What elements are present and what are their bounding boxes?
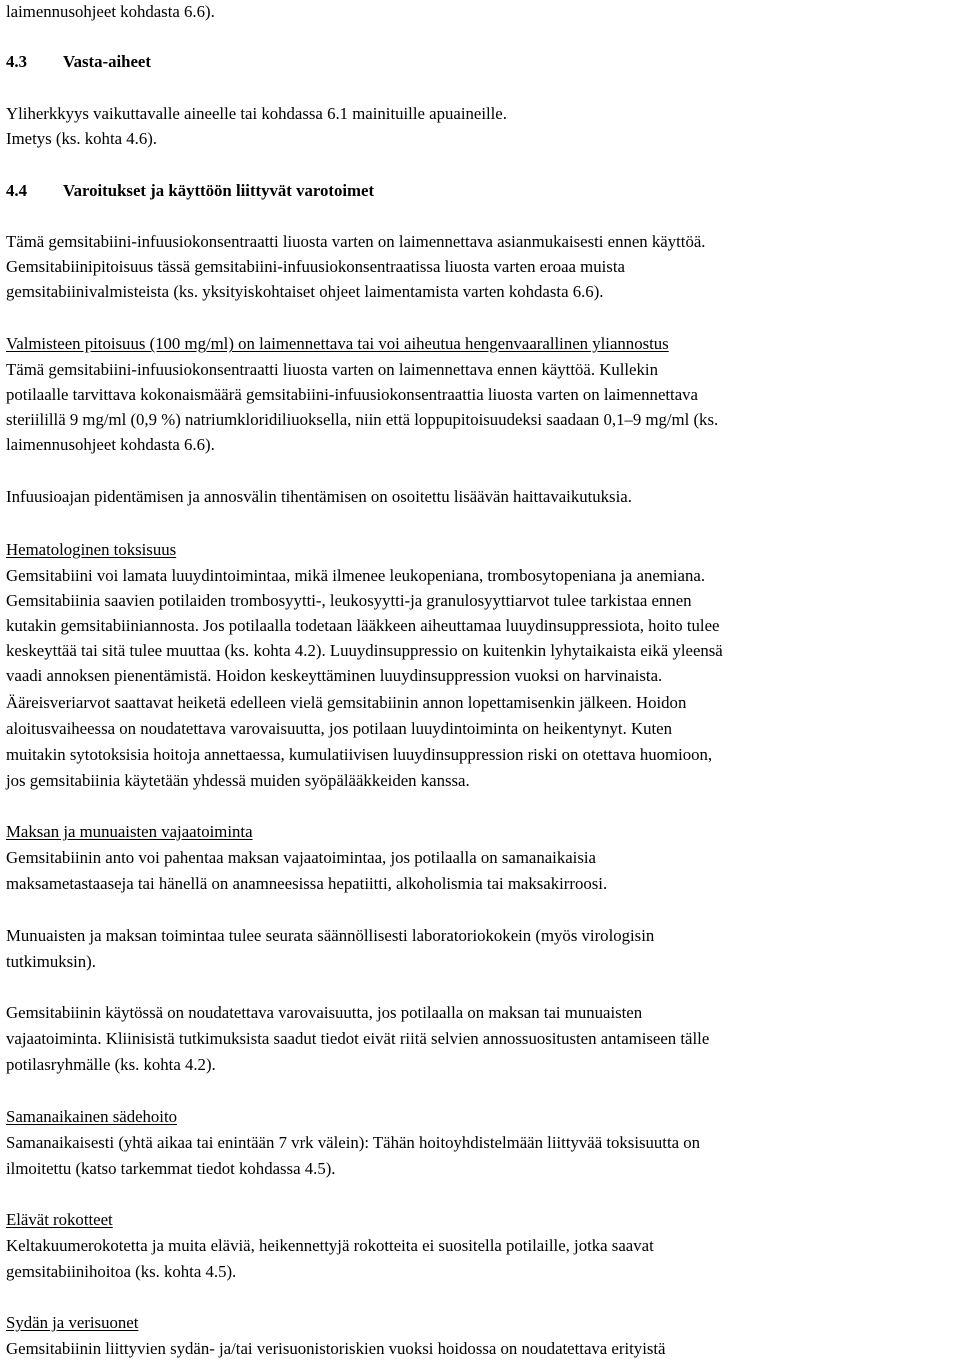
subheading-cardiovascular: Sydän ja verisuonet	[6, 1313, 139, 1332]
text-line: Yliherkkyys vaikuttavalle aineelle tai kohdassa 6.1 mainituille apuaineille.	[6, 104, 507, 123]
text-line: aloitusvaiheessa on noudatettava varovaisuutta, jos potilaan luuydintoiminta on heikentynyt. Kuten	[6, 719, 672, 738]
text-line: tutkimuksin).	[6, 952, 96, 971]
text-line: laimennusohjeet kohdasta 6.6).	[6, 2, 215, 21]
subheading-radiotherapy: Samanaikainen sädehoito	[6, 1107, 178, 1126]
section-heading-4-4	[6, 181, 374, 201]
text-line: Gemsitabiinipitoisuus tässä gemsitabiini-infuusiokonsentraatissa liuosta varten eroaa muista	[6, 257, 625, 276]
section-title: Vasta-aiheet	[63, 52, 151, 71]
text-line: potilasryhmälle (ks. kohta 4.2).	[6, 1055, 216, 1074]
text-line: Gemsitabiinin käytössä on noudatettava varovaisuutta, jos potilaalla on maksan tai munuaisten	[6, 1003, 643, 1022]
text-line: Infuusioajan pidentämisen ja annosvälin tihentämisen on osoitettu lisäävän haittavaikutuksia.	[6, 487, 632, 506]
text-line: potilaalle tarvittava kokonaismäärä gemsitabiini-infuusiokonsentraattia liuosta varten on laimennettava	[6, 385, 699, 404]
text-line: Imetys (ks. kohta 4.6).	[6, 129, 158, 148]
subheading-liver-kidney: Maksan ja munuaisten vajaatoiminta	[6, 822, 253, 841]
text-line: jos gemsitabiinia käytetään yhdessä muiden syöpälääkkeiden kanssa.	[6, 771, 470, 790]
text-line: laimennusohjeet kohdasta 6.6).	[6, 435, 215, 454]
section-number: 4.4	[6, 181, 27, 200]
warning-underlined-line: Valmisteen pitoisuus (100 mg/ml) on laimennettava tai voi aiheutua hengenvaarallinen yliannostus	[6, 334, 669, 353]
text-line: steriilillä 9 mg/ml (0,9 %) natriumkloridiliuoksella, niin että loppupitoisuudeksi saadaan 0,1–9 mg/ml (ks.	[6, 410, 719, 429]
text-line: Gemsitabiinia saavien potilaiden trombosyytti-, leukosyytti-ja granulosyyttiarvot tulee tarkistaa ennen	[6, 591, 692, 610]
text-line: Gemsitabiini voi lamata luuydintoimintaa, mikä ilmenee leukopeniana, trombosytopeniana ja anemiana.	[6, 566, 706, 585]
section-number: 4.3	[6, 52, 27, 71]
text-line: Tämä gemsitabiini-infuusiokonsentraatti liuosta varten on laimennettava asianmukaisesti ennen käyttöä.	[6, 232, 706, 251]
text-line: gemsitabiinihoitoa (ks. kohta 4.5).	[6, 1262, 237, 1281]
section-heading-4-3	[6, 52, 151, 72]
text-line: vajaatoiminta. Kliinisistä tutkimuksista saadut tiedot eivät riitä selvien annossuositusten antamiseen tälle	[6, 1029, 710, 1048]
text-line: Samanaikaisesti (yhtä aikaa tai enintään 7 vrk välein): Tähän hoitoyhdistelmään liittyvää toksisuutta on	[6, 1133, 701, 1152]
text-line: maksametastaaseja tai hänellä on anamneesissa hepatiitti, alkoholismia tai maksakirroosi.	[6, 874, 608, 893]
text-line: Tämä gemsitabiini-infuusiokonsentraatti liuosta varten on laimennettava ennen käyttöä. Kullekin	[6, 360, 658, 379]
text-line: Keltakuumerokotetta ja muita eläviä, heikennettyjä rokotteita ei suositella potilaille, jotka saavat	[6, 1236, 654, 1255]
text-line: kutakin gemsitabiiniannosta. Jos potilaalla todetaan lääkkeen aiheuttamaa luuydinsuppressiota, hoito tulee	[6, 616, 720, 635]
text-line: gemsitabiinivalmisteista (ks. yksityiskohtaiset ohjeet laimentamista varten kohdasta 6.6).	[6, 282, 604, 301]
text-line: keskeyttää tai sitä tulee muuttaa (ks. kohta 4.2). Luuydinsuppressio on kuitenkin lyhytaikaista eikä yleensä	[6, 641, 723, 660]
text-line: Gemsitabiinin anto voi pahentaa maksan vajaatoimintaa, jos potilaalla on samanaikaisia	[6, 848, 596, 867]
text-line: vaadi annoksen pienentämistä. Hoidon keskeyttäminen luuydinsuppression vuoksi on harvinaista.	[6, 666, 663, 685]
text-line: Gemsitabiinin liittyvien sydän- ja/tai verisuonistoriskien vuoksi hoidossa on noudatettava erityistä	[6, 1339, 666, 1358]
subheading-live-vaccines: Elävät rokotteet	[6, 1210, 113, 1229]
text-line: Ääreisveriarvot saattavat heiketä edelleen vielä gemsitabiinin annon lopettamisenkin jälkeen. Hoidon	[6, 693, 687, 712]
text-line: ilmoitettu (katso tarkemmat tiedot kohdassa 4.5).	[6, 1159, 336, 1178]
section-title: Varoitukset ja käyttöön liittyvät varotoimet	[63, 181, 375, 200]
text-line: Munuaisten ja maksan toimintaa tulee seurata säännöllisesti laboratoriokokein (myös virologisin	[6, 926, 655, 945]
subheading-hematologic: Hematologinen toksisuus	[6, 540, 177, 559]
text-line: muitakin sytotoksisia hoitoja annettaessa, kumulatiivisen luuydinsuppression riski on otettava huomioon,	[6, 745, 713, 764]
